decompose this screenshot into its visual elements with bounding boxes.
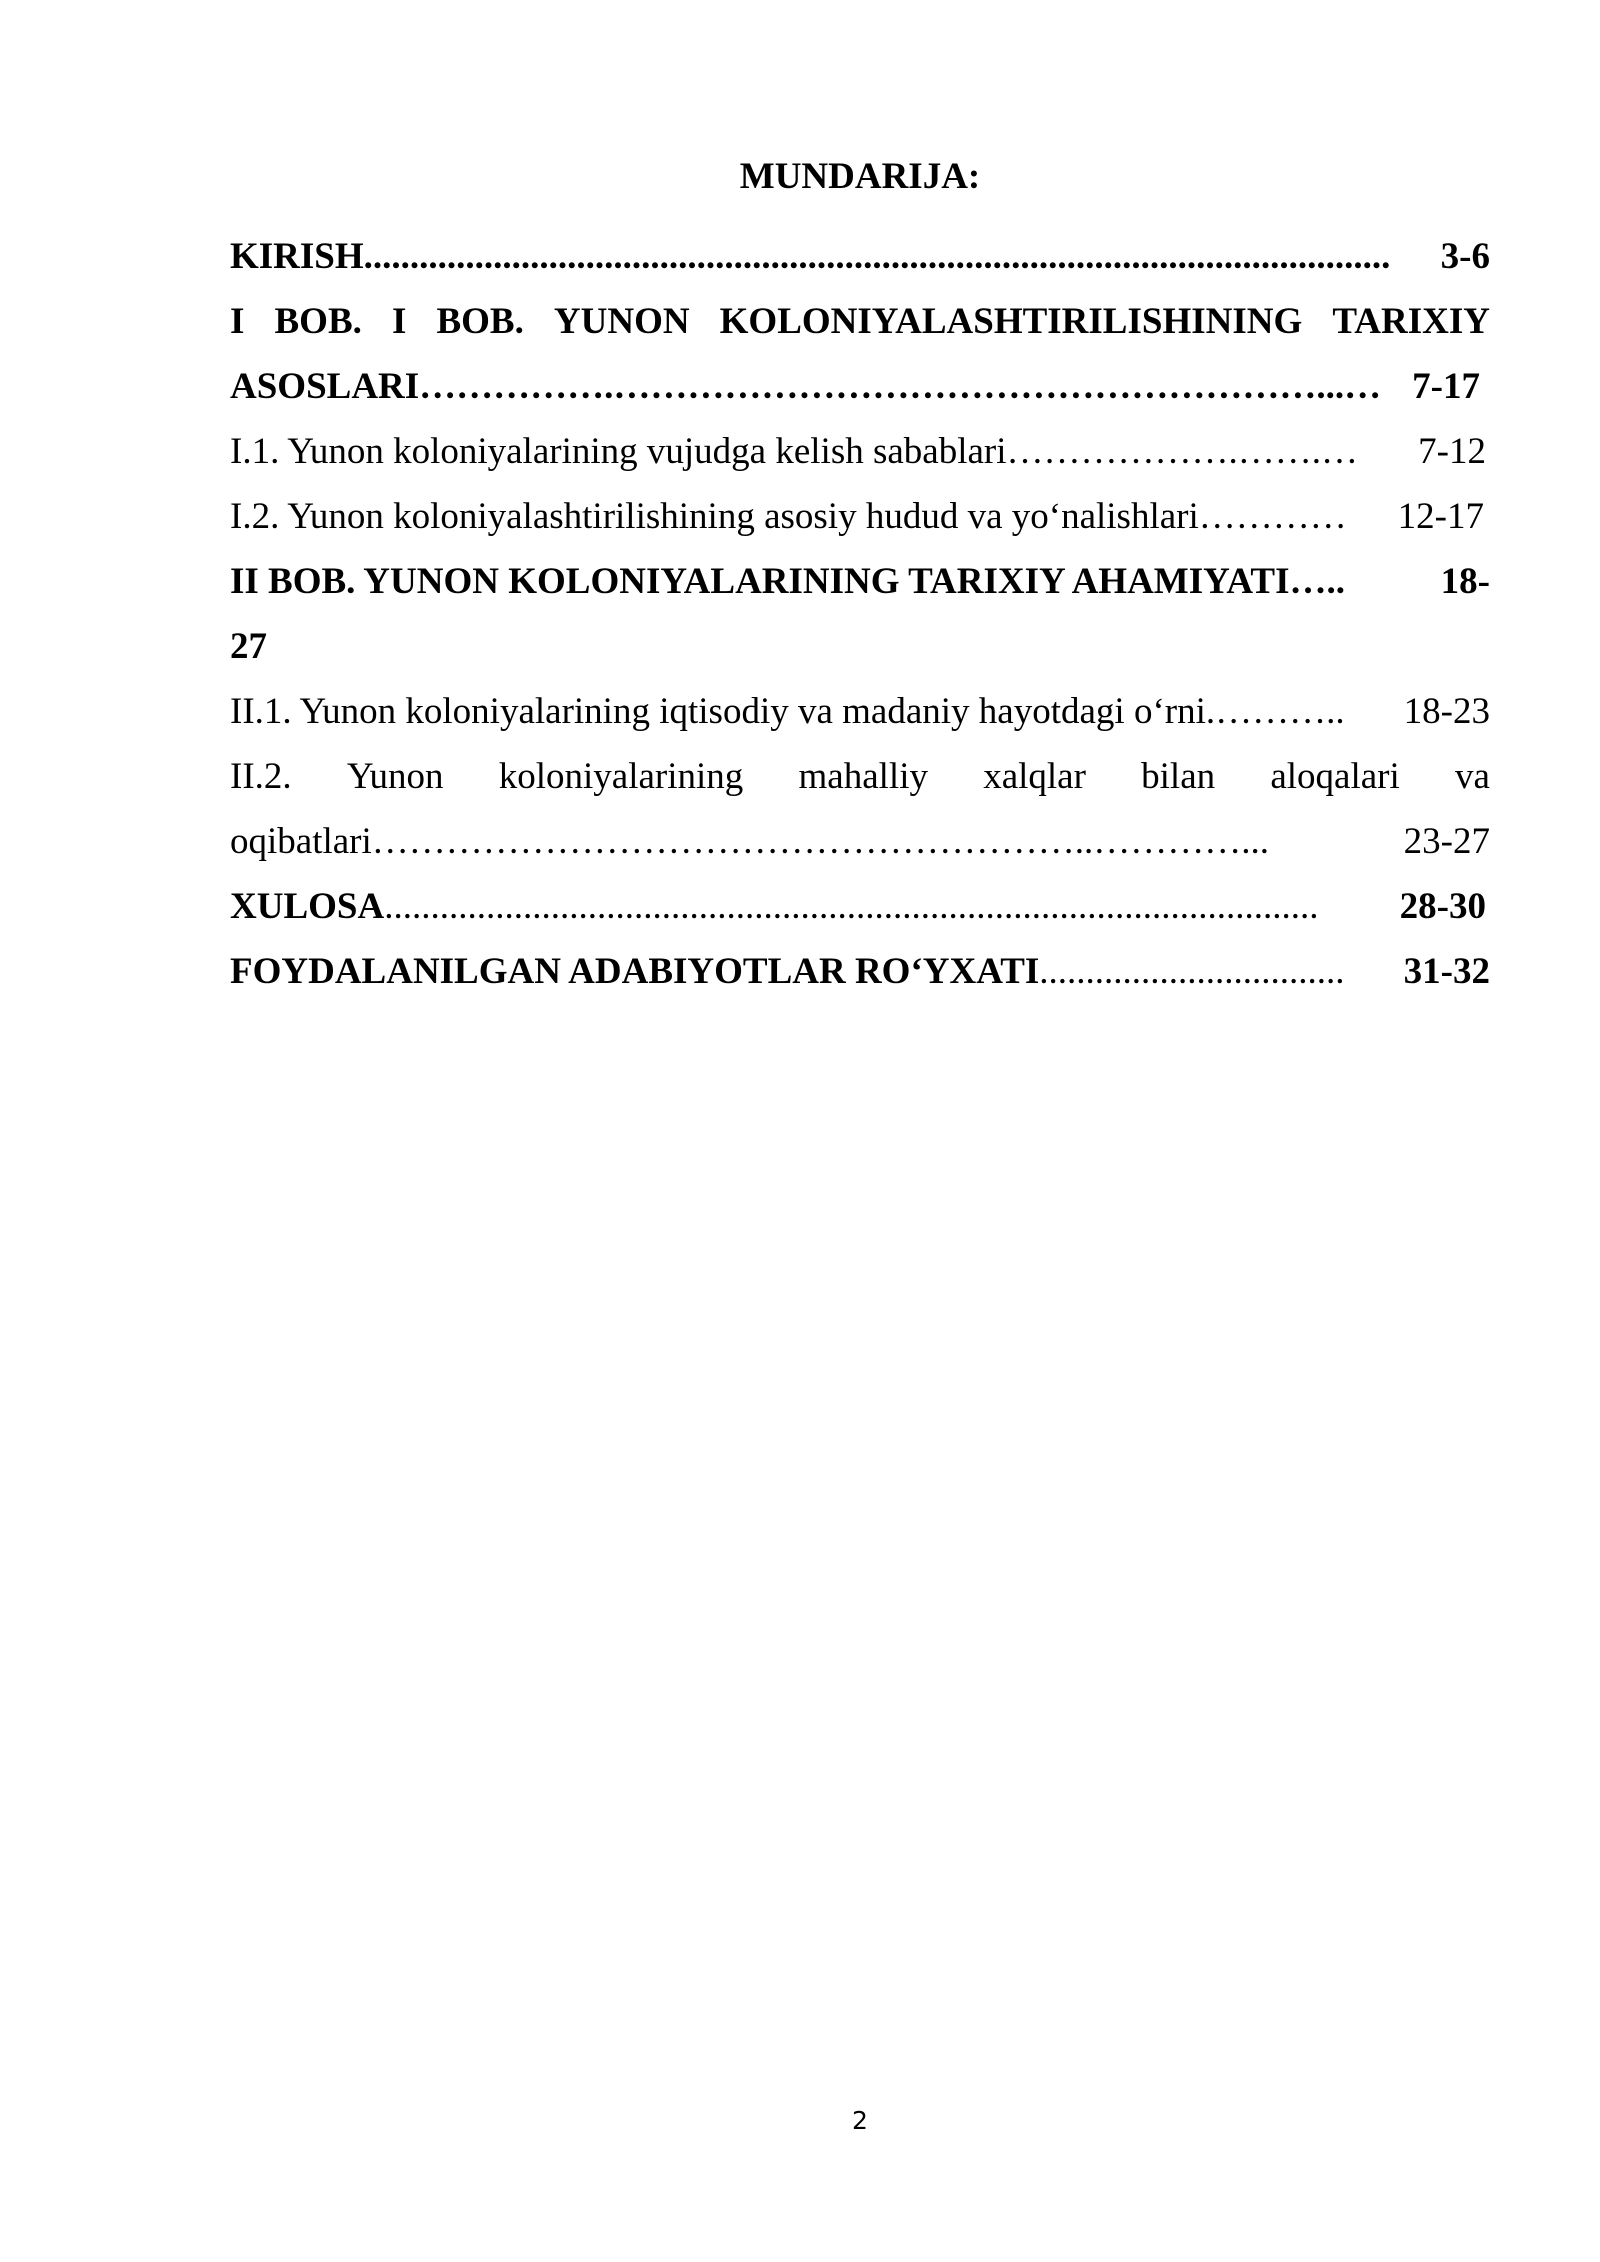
toc-page-range: 3-6	[1437, 224, 1490, 289]
toc-word: II.2.	[230, 756, 292, 797]
toc-entry-chapter-1[interactable]	[230, 289, 1490, 354]
toc-word: xalqlar	[983, 756, 1086, 797]
toc-entry-section-2-2[interactable]	[230, 744, 1490, 809]
toc-entry-text: II BOB. YUNON KOLONIYALARINING TARIXIY AHAMIYATI…..	[230, 561, 1345, 602]
toc-title: MUNDARIJA:	[739, 156, 981, 197]
toc-page-range: 12-17	[1394, 484, 1484, 549]
toc-word: koloniyalarining	[498, 756, 744, 797]
table-of-contents	[230, 224, 1490, 1004]
toc-word: KOLONIYALASHTIRILISHINING	[719, 301, 1303, 342]
toc-word: aloqalari	[1270, 756, 1400, 797]
toc-page-range: 28-30	[1396, 874, 1486, 939]
toc-entry-label: XULOSA	[230, 886, 385, 927]
toc-entry-section-2-1[interactable]	[230, 679, 1490, 744]
toc-entry-section-1-2[interactable]	[230, 484, 1490, 549]
toc-entry-text: I.2. Yunon koloniyalashtirilishining asosiy hudud va yo‘nalishlari…………	[230, 496, 1347, 537]
toc-entry-chapter-2-cont[interactable]	[230, 614, 1490, 679]
toc-page-range: 18-	[1437, 549, 1490, 614]
page-number: 2	[852, 2106, 868, 2135]
toc-entry-chapter-2[interactable]	[230, 549, 1490, 614]
toc-word: YUNON	[553, 301, 690, 342]
toc-word: TARIXIY	[1332, 301, 1490, 342]
toc-entry-section-1-1[interactable]	[230, 419, 1490, 484]
toc-word: BOB.	[274, 301, 362, 342]
toc-word: I	[391, 301, 407, 342]
toc-entry-text: KIRISH...............................................................................................................	[230, 236, 1391, 277]
toc-entry-text: oqibatlari…………………………………………………..…………...	[230, 821, 1270, 862]
toc-word: Yunon	[346, 756, 444, 797]
toc-page-range: 31-32	[1400, 939, 1490, 1004]
toc-entry-kirish[interactable]	[230, 224, 1490, 289]
toc-entry-references[interactable]	[230, 939, 1490, 1004]
toc-page-range: 7-17	[1408, 354, 1480, 419]
toc-page-range: 18-23	[1400, 679, 1490, 744]
toc-page-range-cont: 27	[230, 626, 267, 667]
toc-entry-xulosa[interactable]	[230, 874, 1490, 939]
toc-entry-text: ASOSLARI…………….…………………………………………………...…	[230, 366, 1382, 407]
toc-entry-section-2-2-cont[interactable]	[230, 809, 1490, 874]
toc-word: I	[230, 301, 245, 342]
toc-entry-text: I.1. Yunon koloniyalarining vujudga kelish sabablari……………….…….…	[230, 431, 1359, 472]
toc-word: BOB.	[436, 301, 524, 342]
toc-page-range: 23-27	[1400, 809, 1490, 874]
toc-word: va	[1455, 756, 1490, 797]
toc-entry-label: FOYDALANILGAN ADABIYOTLAR RO‘YXATI	[230, 951, 1040, 992]
toc-word: mahalliy	[798, 756, 928, 797]
toc-word: bilan	[1141, 756, 1216, 797]
toc-entry-text: II.1. Yunon koloniyalarining iqtisodiy va madaniy hayotdagi o‘rni.………..	[230, 691, 1345, 732]
toc-entry-chapter-1-cont[interactable]	[230, 354, 1490, 419]
toc-leader-dots: .................................	[1039, 951, 1345, 992]
toc-leader-dots: .....................................................................................................	[384, 886, 1319, 927]
toc-page-range: 7-12	[1414, 419, 1486, 484]
